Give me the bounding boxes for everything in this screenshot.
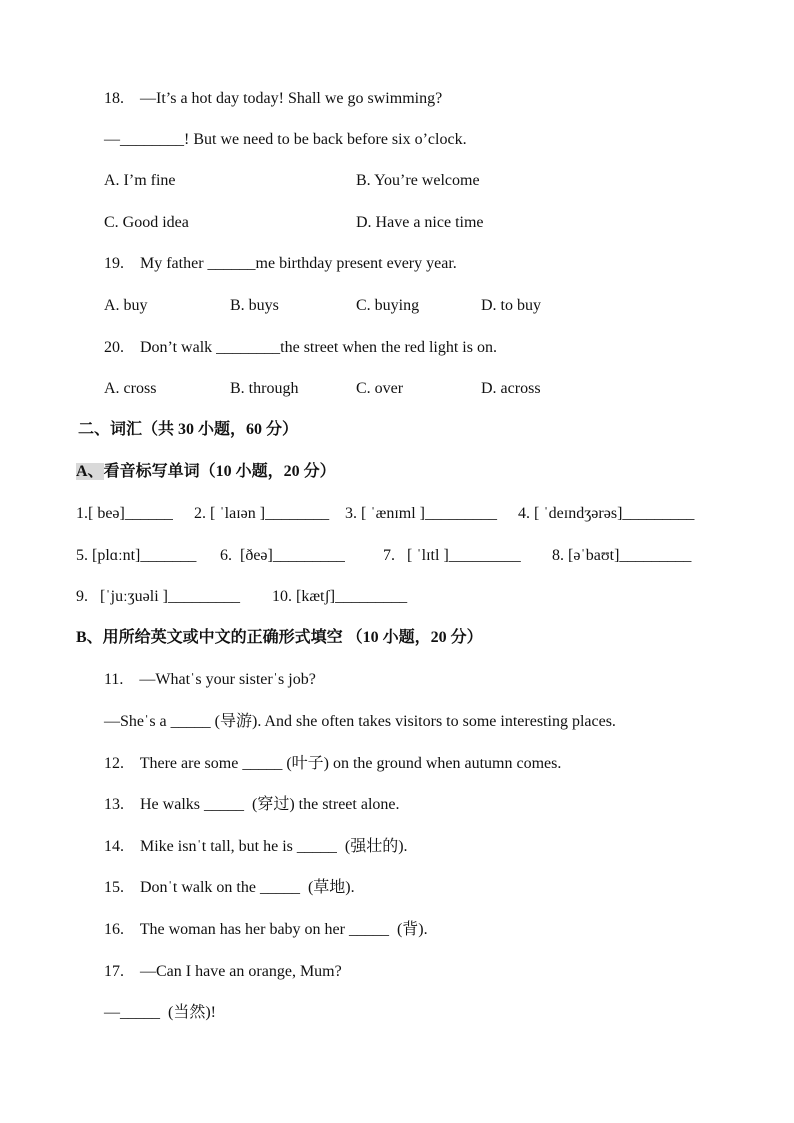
phonetic-item-7: 7. [ ˈlɪtl ]_________ [383, 547, 521, 564]
option-18-d: D. Have a nice time [356, 214, 484, 231]
question-19: 19. My father ______me birthday present every year. [104, 255, 457, 272]
phonetic-item-4: 4. [ ˈdeɪndʒərəs]_________ [518, 505, 695, 522]
option-20-b: B. through [230, 380, 299, 397]
option-19-d: D. to buy [481, 297, 541, 314]
fill-item-15: 15. Donˈt walk on the _____ (草地). [104, 879, 355, 896]
part-a-title: 看音标写单词（10 小题，20 分） [103, 463, 336, 480]
option-18-b: B. You’re welcome [356, 172, 480, 189]
option-19-a: A. buy [104, 297, 148, 314]
phonetic-item-3: 3. [ ˈænɪml ]_________ [345, 505, 497, 522]
option-20-d: D. across [481, 380, 541, 397]
option-20-a: A. cross [104, 380, 157, 397]
option-20-c: C. over [356, 380, 404, 397]
phonetic-item-5: 5. [plɑːnt]_______ [76, 547, 197, 564]
question-20: 20. Don’t walk ________the street when the red light is on. [104, 339, 497, 356]
phonetic-item-8: 8. [əˈbaʊt]_________ [552, 547, 692, 564]
part-b-title: B、用所给英文或中文的正确形式填空 （10 小题，20 分） [76, 629, 483, 646]
fill-item-11-reply: —Sheˈs a _____ (导游). And she often takes visitors to some interesting places. [104, 713, 616, 730]
question-18-reply: —________! But we need to be back before six o’clock. [104, 131, 467, 148]
fill-item-16: 16. The woman has her baby on her _____ (背). [104, 921, 428, 938]
phonetic-item-2: 2. [ ˈlaɪən ]________ [194, 505, 330, 522]
fill-item-14: 14. Mike isnˈt tall, but he is _____ (强壮的). [104, 838, 408, 855]
question-18: 18. —It’s a hot day today! Shall we go swimming? [104, 90, 443, 107]
part-a-heading [76, 462, 336, 482]
option-18-c: C. Good idea [104, 214, 189, 231]
option-19-b: B. buys [230, 297, 279, 314]
fill-item-13: 13. He walks _____ (穿过) the street alone. [104, 796, 400, 813]
fill-item-17: 17. —Can I have an orange, Mum? [104, 963, 342, 980]
phonetic-item-1: 1.[ beə]______ [76, 505, 173, 522]
option-19-c: C. buying [356, 297, 420, 314]
section-2-title: 二、词汇（共 30 小题，60 分） [78, 421, 299, 438]
phonetic-item-9: 9. [ˈjuːʒuəli ]_________ [76, 588, 240, 605]
fill-item-12: 12. There are some _____ (叶子) on the ground when autumn comes. [104, 755, 562, 772]
part-a-label: A、 [76, 463, 104, 480]
phonetic-item-10: 10. [kætʃ]_________ [272, 588, 408, 605]
option-18-a: A. I’m fine [104, 172, 176, 189]
fill-item-11: 11. —Whatˈs your sisterˈs job? [104, 671, 316, 688]
phonetic-item-6: 6. [ðeə]_________ [220, 547, 345, 564]
fill-item-17-reply: —_____ (当然)! [104, 1004, 216, 1021]
